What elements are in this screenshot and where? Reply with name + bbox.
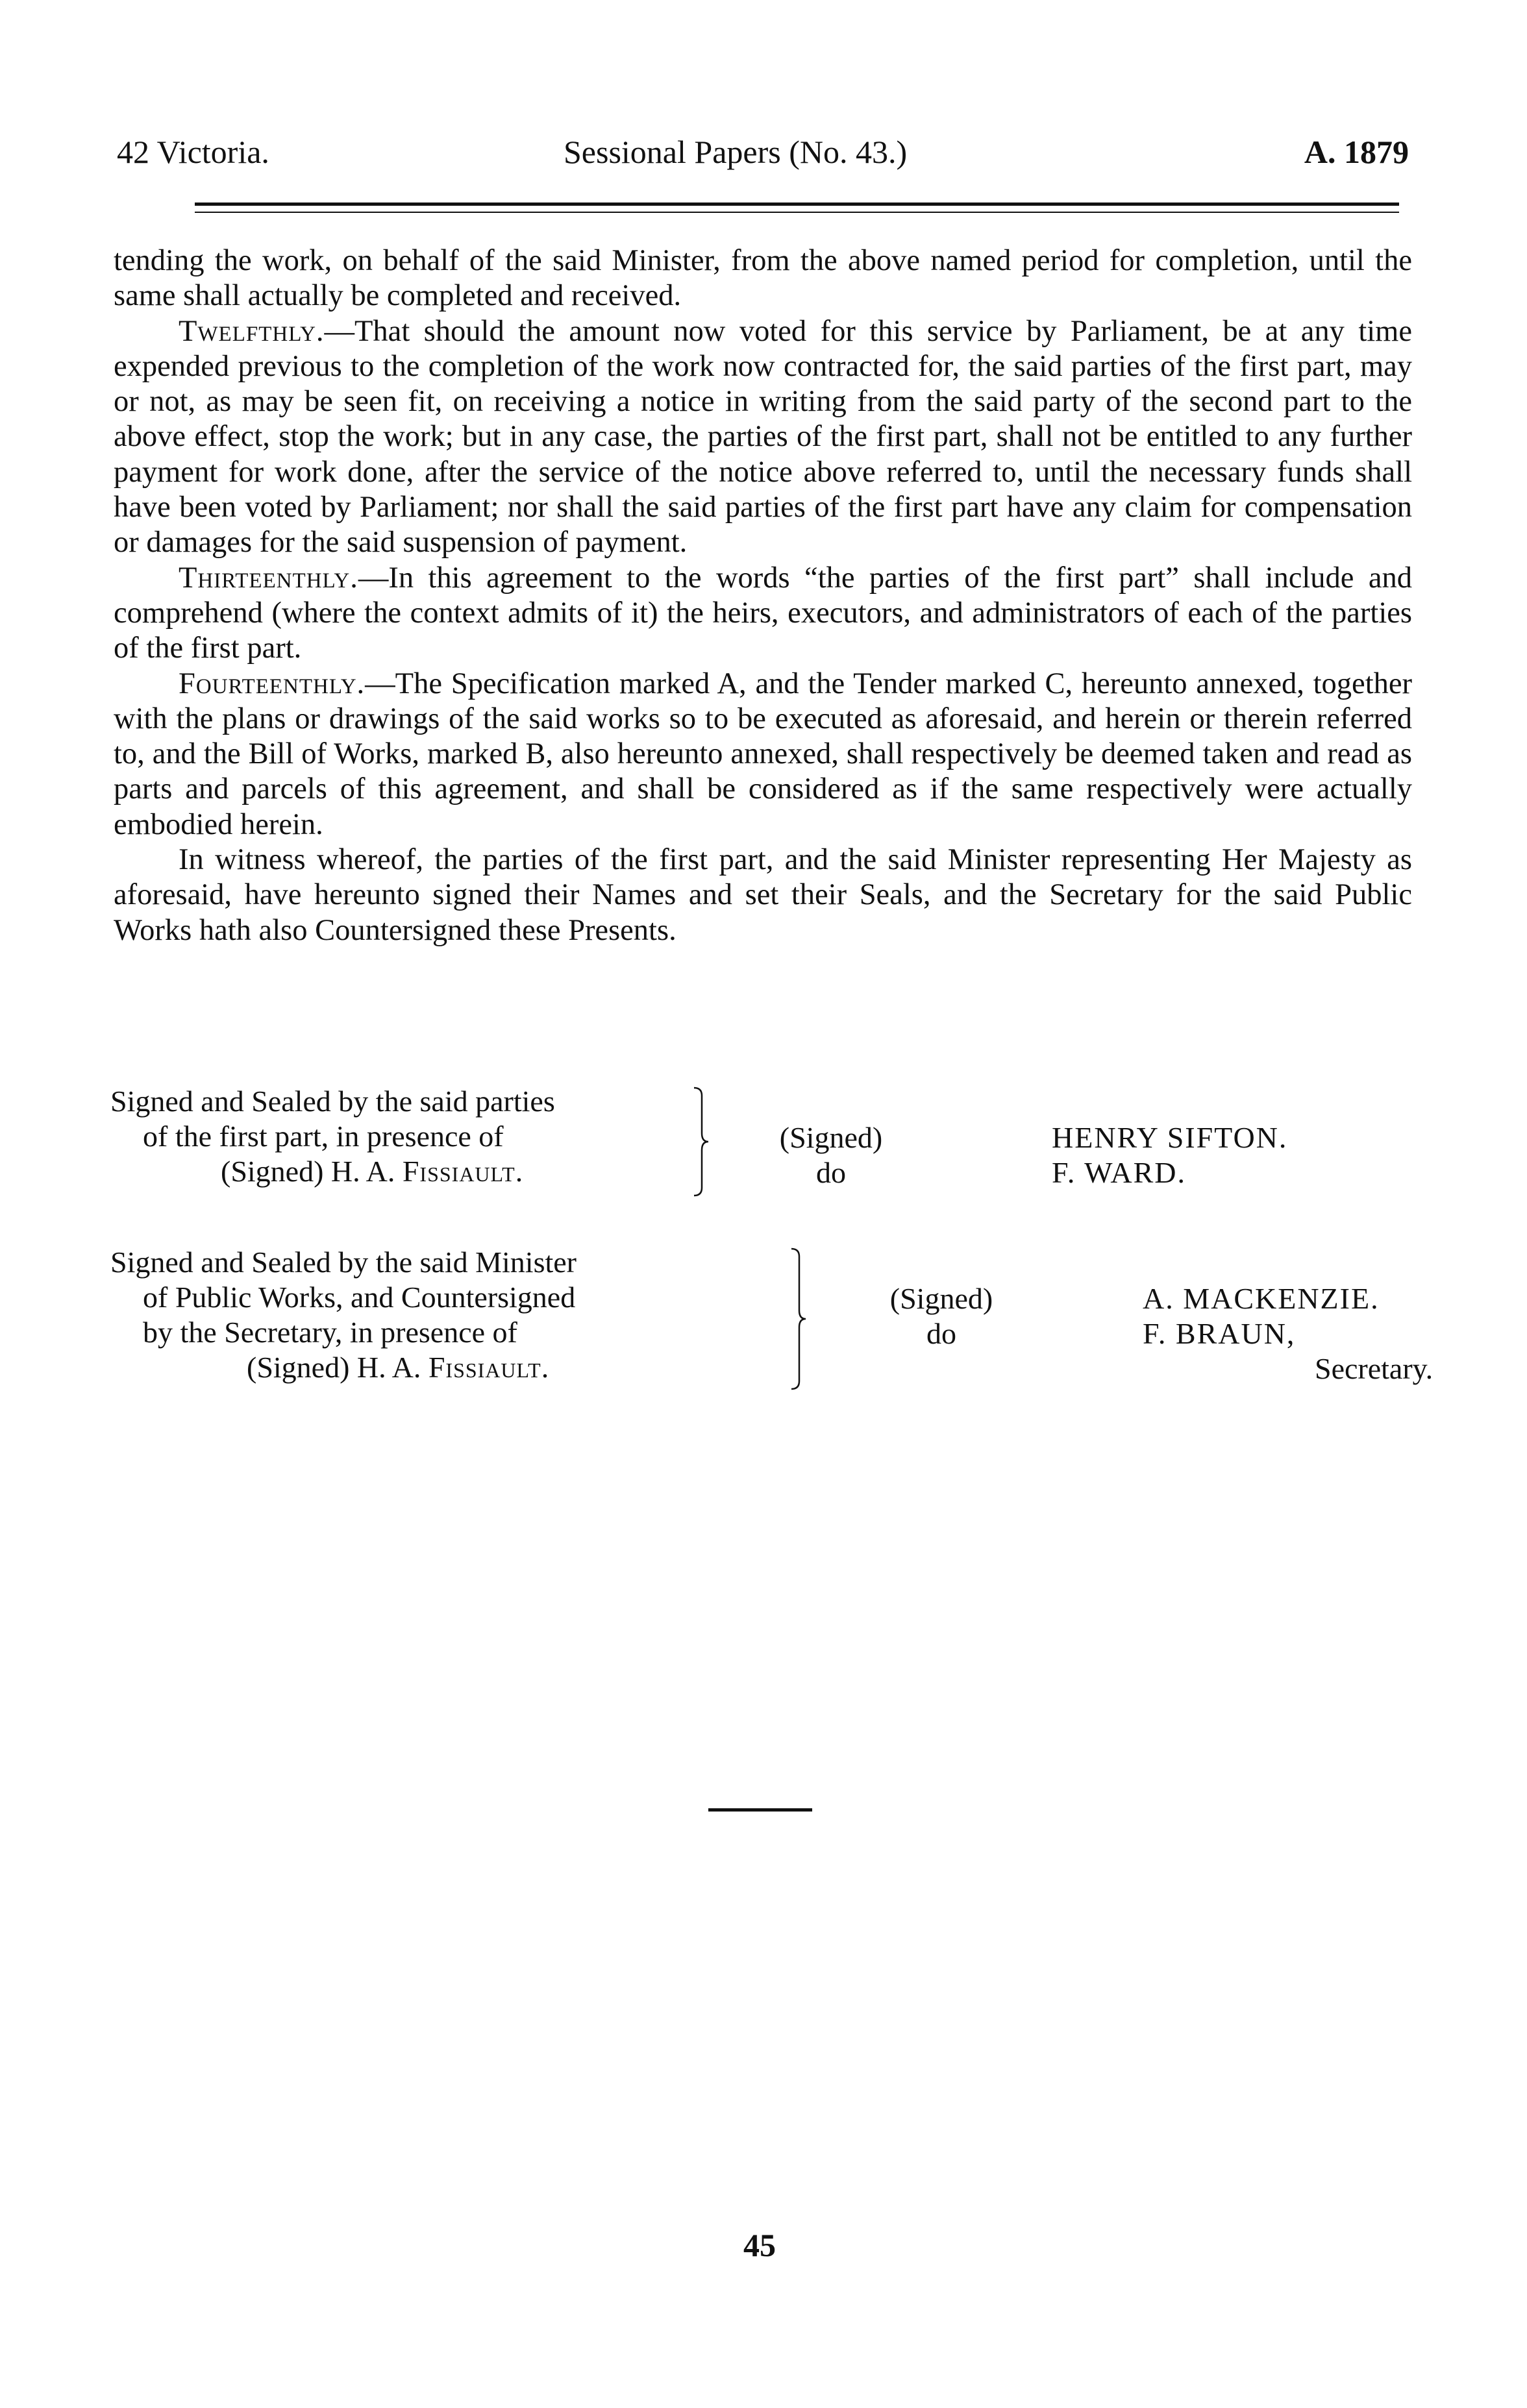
signatory-title: Secretary. (1315, 1352, 1434, 1385)
curly-brace-icon (691, 1087, 711, 1197)
paragraph-in-witness (114, 842, 1412, 948)
running-head-title: Sessional Papers (No. 43.) (564, 134, 908, 170)
attestation-line (110, 1154, 695, 1189)
paragraph-lead: Fourteenthly. (179, 667, 366, 700)
signatory-name: F. BRAUN, (1143, 1317, 1296, 1350)
witness-attestation (110, 1245, 695, 1385)
paragraph-text: In witness whereof, the parties of the first part, and the said Minister representing Her Majesty as aforesaid, have hereunto signed their Names and set their Seals, and the Secretary for the said Public Works hath also Countersigned these Presents. (114, 843, 1412, 947)
paragraph-fourteenthly (114, 667, 1412, 842)
running-head (117, 133, 1409, 178)
header-rule-thin (195, 212, 1399, 213)
signed-label: (Signed) (779, 1121, 883, 1154)
attestation-line: Signed and Sealed by the said parties (110, 1085, 555, 1118)
running-head-year: A. 1879 (1304, 134, 1409, 170)
paragraph-thirteenthly (114, 561, 1412, 667)
paragraph-lead: Twelfthly. (179, 314, 325, 348)
paragraph-text: —In this agreement to the words “the parties of the first part” shall include and comprehend (where the context admits of it) the heirs, executors, and administrators of each of the parties of the first part. (114, 561, 1412, 665)
signed-column (760, 1120, 902, 1190)
attestation-line: Signed and Sealed by the said Minister (110, 1246, 577, 1279)
header-rule (195, 203, 1399, 206)
paragraph-text: tending the work, on behalf of the said Minister, from the above named period for completion, until the same shall actually be completed and received. (114, 244, 1412, 313)
curly-brace-icon (789, 1247, 808, 1390)
witness-attestation (110, 1084, 695, 1189)
witness-signed: (Signed) H. A. (221, 1155, 403, 1188)
ditto-mark: do (816, 1156, 846, 1189)
paragraph-lead: Thirteenthly. (179, 561, 358, 595)
paragraph-continuation (114, 243, 1412, 314)
witness-signed: (Signed) H. A. (247, 1351, 428, 1384)
attestation-line: of Public Works, and Countersigned (143, 1281, 576, 1314)
signature-block (110, 1084, 1415, 1240)
witness-name: Fissiault. (402, 1155, 524, 1188)
signed-label: (Signed) (889, 1282, 993, 1315)
signatory-names (1052, 1120, 1415, 1190)
paragraph-text: —The Specification marked A, and the Tender marked C, hereunto annexed, together with the plans or drawings of the said works so to be executed as aforesaid, and herein or therein referred to, and the Bill of Works, marked B, also hereunto annexed, shall respectively be deemed taken and read as parts and parcels of this agreement, and shall be considered as if the same respectively were actually embodied herein. (114, 667, 1412, 841)
signatory-name: A. MACKENZIE. (1143, 1282, 1380, 1315)
running-head-volume: 42 Victoria. (117, 134, 269, 170)
signatory-name: HENRY SIFTON. (1052, 1121, 1288, 1154)
attestation-line (110, 1350, 695, 1385)
attestation-line: by the Secretary, in presence of (143, 1316, 517, 1349)
paragraph-text: —That should the amount now voted for this service by Parliament, be at any time expended previous to the completion of the work now contracted for, the said parties of the first part, may or not, as may be seen fit, on receiving a notice in writing from the said party of the second part to the above effect, stop the work; but in any case, the parties of the first part, shall not be entitled to any further payment for work done, after the service of the notice above referred to, until the necessary funds shall have been voted by Parliament; nor shall the said parties of the first part have any claim for compensation or damages for the said suspension of payment. (114, 314, 1412, 559)
signed-column (870, 1281, 1013, 1351)
page-number: 45 (743, 2227, 776, 2263)
signature-block (110, 1245, 1434, 1401)
attestation-line: of the first part, in presence of (143, 1120, 504, 1153)
signatory-names (1143, 1281, 1506, 1386)
ditto-mark: do (926, 1317, 956, 1350)
signatory-name: F. WARD. (1052, 1156, 1187, 1189)
paragraph-twelfthly (114, 314, 1412, 561)
section-end-rule (708, 1808, 812, 1812)
witness-name: Fissiault. (428, 1351, 550, 1384)
body-text (114, 243, 1412, 948)
